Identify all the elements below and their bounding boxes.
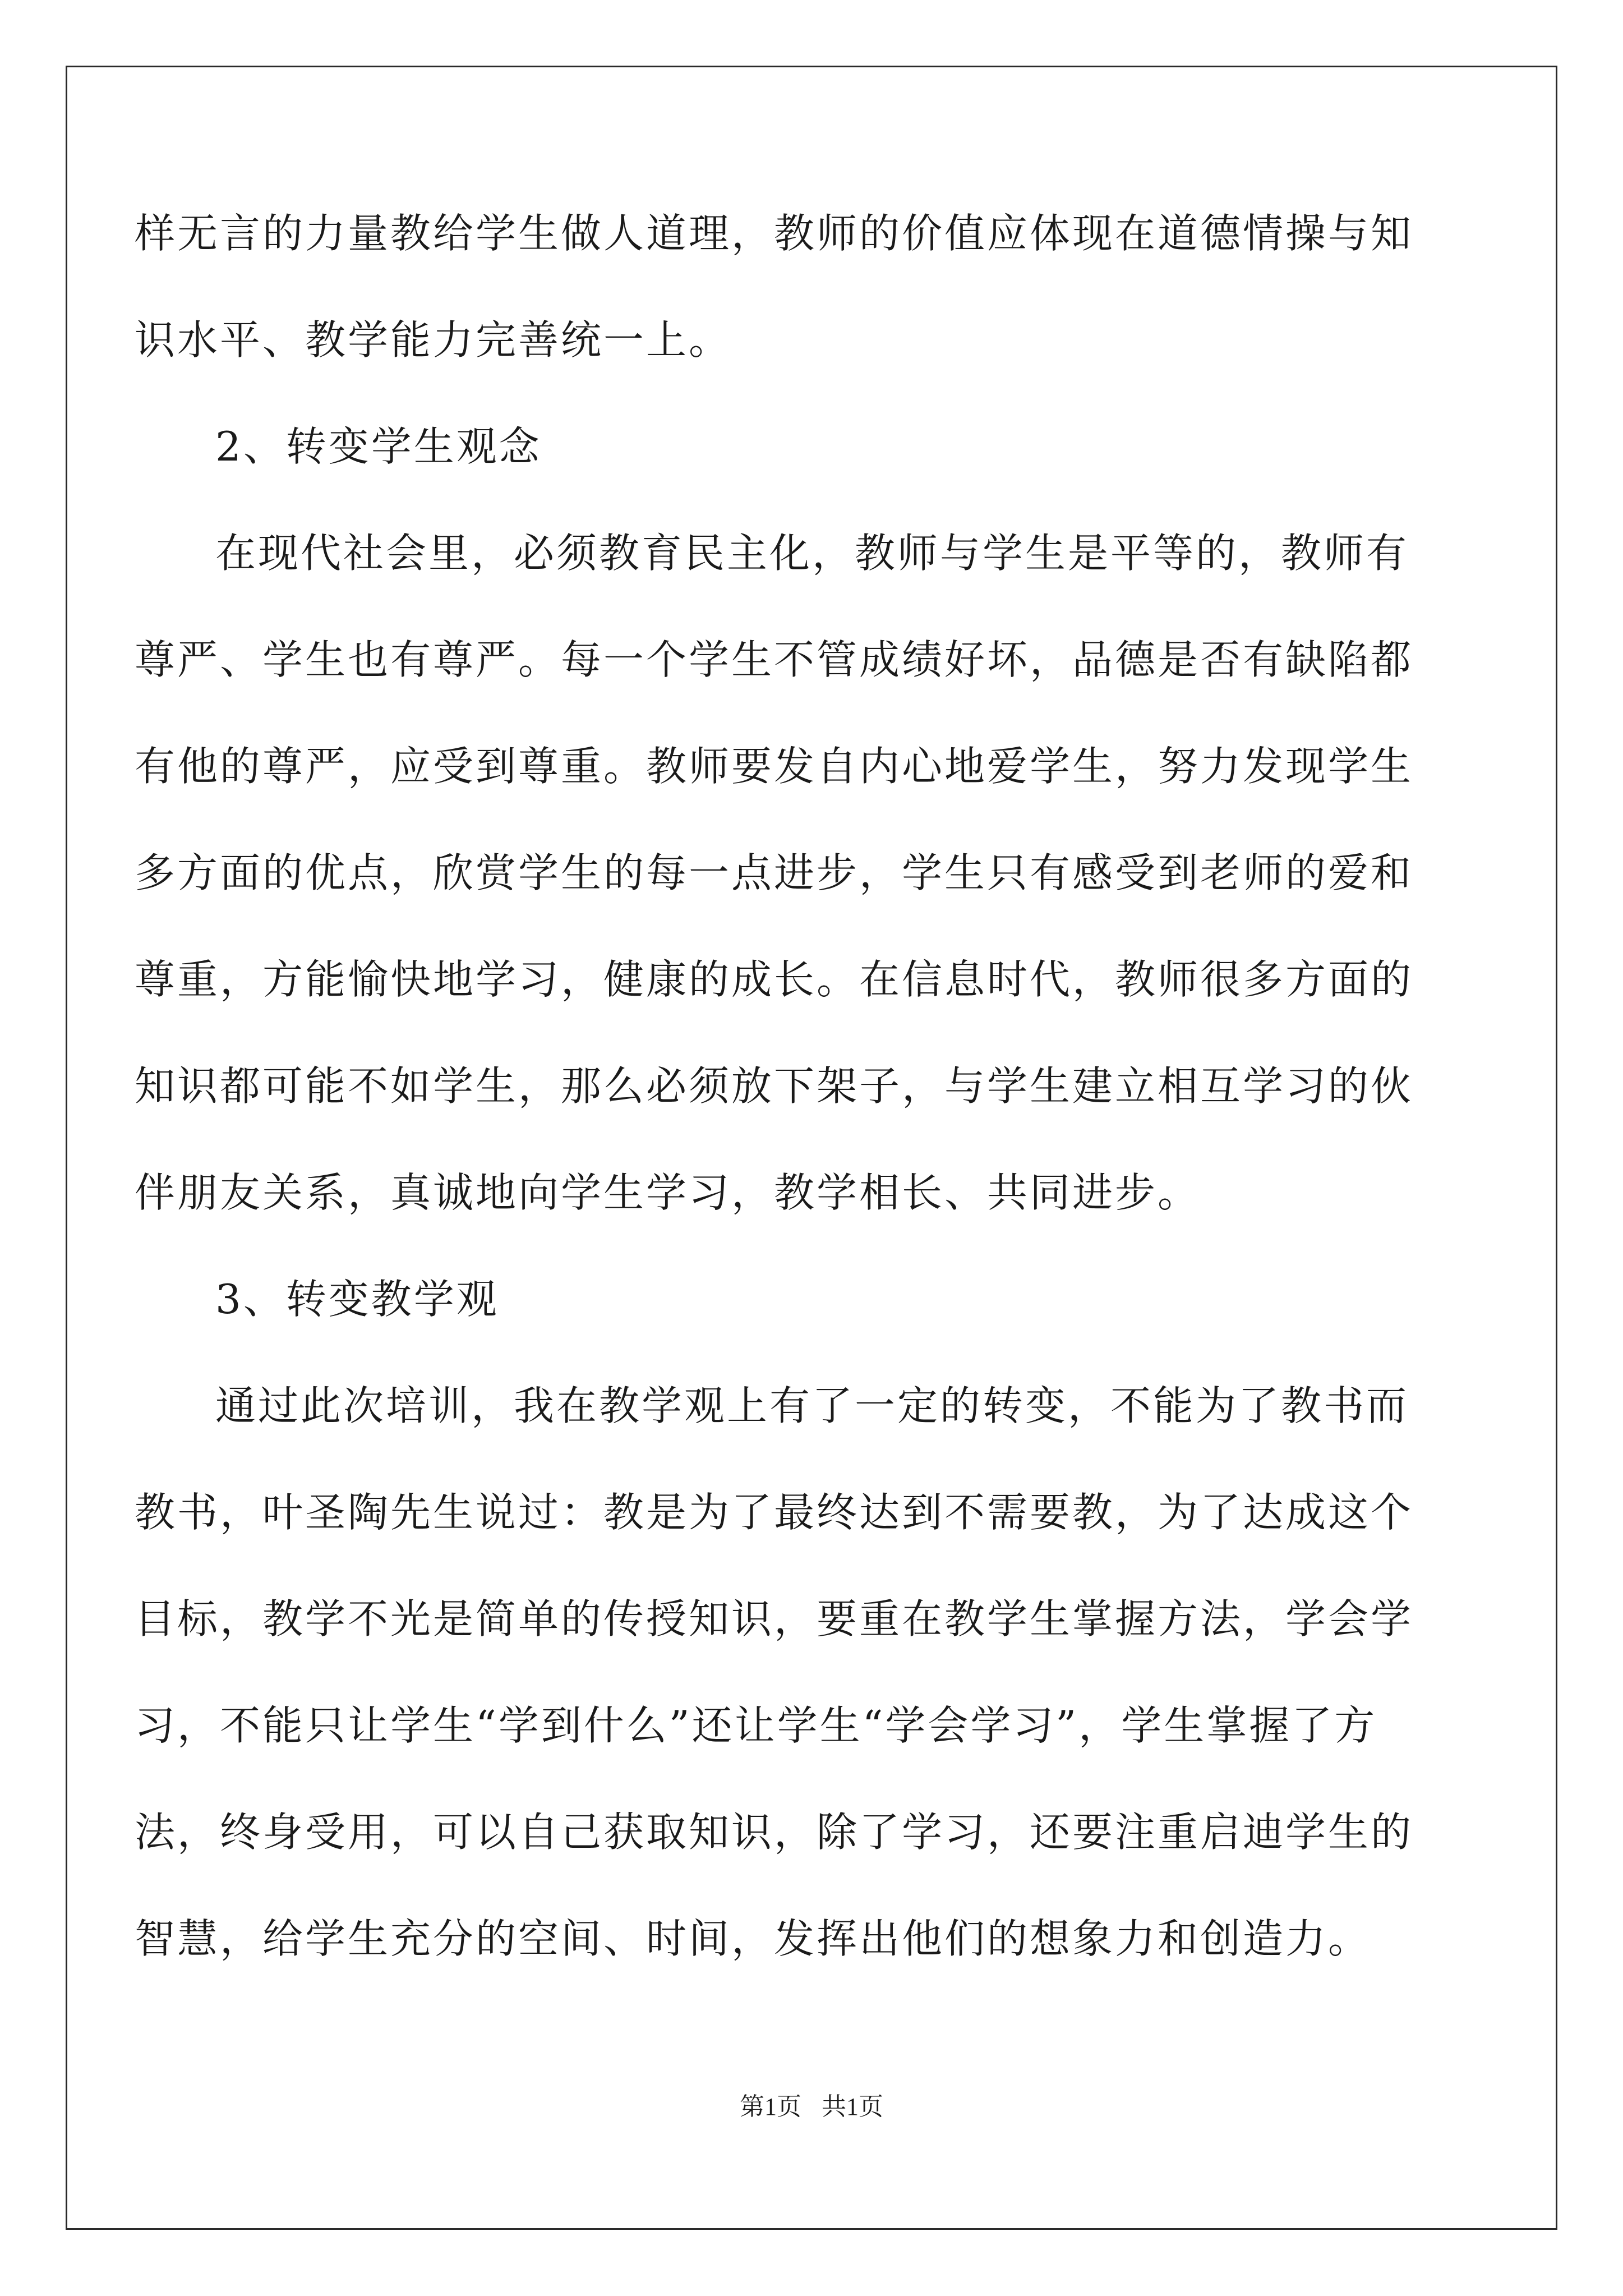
text-line: 法，终身受用，可以自己获取知识，除了学习，还要注重启迪学生的	[135, 1809, 1414, 1856]
text-line: 知识都可能不如学生，那么必须放下架子，与学生建立相互学习的伙	[135, 1062, 1414, 1110]
text-line: 尊严、学生也有尊严。每一个学生不管成绩好坏，品德是否有缺陷都	[135, 636, 1414, 683]
text-line: 多方面的优点，欣赏学生的每一点进步，学生只有感受到老师的爱和	[135, 849, 1414, 896]
text-line: 伴朋友关系，真诚地向学生学习，教学相长、共同进步。	[135, 1169, 1201, 1216]
text-line: 智慧，给学生充分的空间、时间，发挥出他们的想象力和创造力。	[135, 1915, 1371, 1962]
section-heading: 3、转变教学观	[215, 1276, 499, 1323]
text-line: 有他的尊严，应受到尊重。教师要发自内心地爱学生，努力发现学生	[135, 743, 1414, 790]
text-line: 样无言的力量教给学生做人道理，教师的价值应体现在道德情操与知	[135, 210, 1414, 257]
page-footer	[0, 2092, 1623, 2122]
text-line: 习，不能只让学生“学到什么”还让学生“学会学习”，学生掌握了方	[135, 1702, 1377, 1749]
text-line: 教书，叶圣陶先生说过：教是为了最终达到不需要教，为了达成这个	[135, 1489, 1414, 1536]
text-line: 在现代社会里，必须教育民主化，教师与学生是平等的，教师有	[215, 530, 1409, 577]
text-line: 识水平、教学能力完善统一上。	[135, 316, 732, 364]
page-total: 共1页	[822, 2093, 883, 2120]
text-line: 通过此次培训，我在教学观上有了一定的转变，不能为了教书而	[215, 1382, 1409, 1429]
page-number: 第1页	[740, 2093, 801, 2120]
text-line: 尊重，方能愉快地学习，健康的成长。在信息时代，教师很多方面的	[135, 956, 1414, 1003]
section-heading: 2、转变学生观念	[215, 423, 542, 470]
text-line: 目标，教学不光是简单的传授知识，要重在教学生掌握方法，学会学	[135, 1595, 1414, 1642]
document-body	[135, 210, 1441, 2025]
